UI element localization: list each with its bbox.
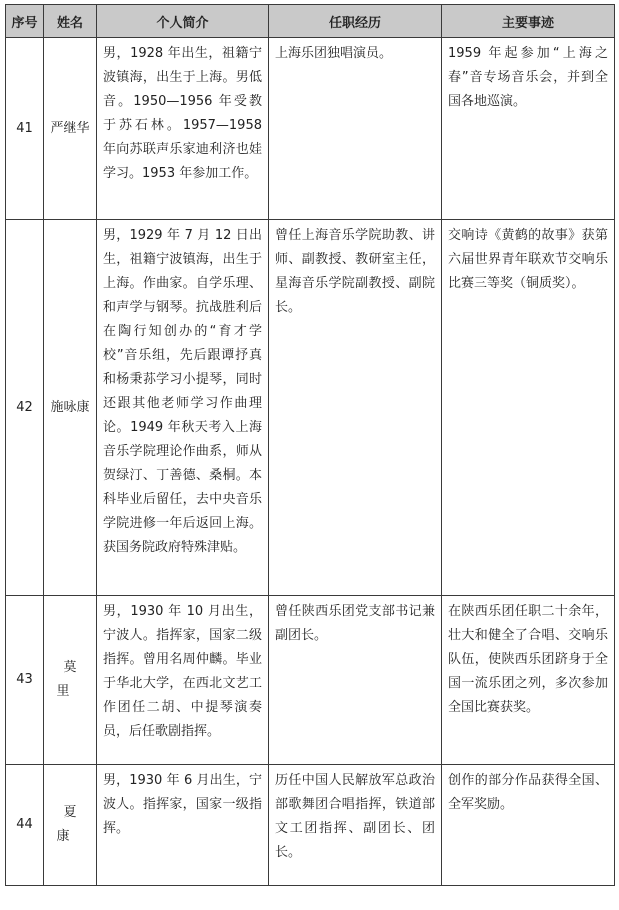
deeds-cell: 在陕西乐团任职二十余年，壮大和健全了合唱、交响乐队伍，使陕西乐团跻身于全国一流乐团之列，多次参加全国比赛获奖。 [442,596,615,765]
row-number: 42 [6,220,44,596]
row-number: 43 [6,596,44,765]
table-row [6,765,615,886]
bio-cell: 男，1930 年 10 月出生，宁波人。指挥家，国家二级指挥。曾用名周仲麟。毕业于华北大学，在西北文艺工作团任二胡、中提琴演奏员，后任歌剧指挥。 [97,596,269,765]
header-num: 序号 [6,5,44,38]
bio-cell: 男，1929 年 7 月 12 日出生，祖籍宁波镇海，出生于上海。作曲家。自学乐理、和声学与钢琴。抗战胜利后在陶行知创办的“育才学校”音乐组，先后跟谭抒真和杨秉荪学习小提琴，同时还跟其他老师学习作曲理论。1949 年秋天考入上海音乐学院理论作曲系，师从贺绿汀、丁善德、桑桐。本科毕业后留任，去中央音乐学院进修一年后返回上海。获国务院政府特殊津贴。 [97,220,269,596]
deeds-cell: 创作的部分作品获得全国、全军奖励。 [442,765,615,886]
person-name: 夏康 [44,765,97,886]
header-bio: 个人简介 [97,5,269,38]
table-row [6,220,615,596]
deeds-cell: 交响诗《黄鹤的故事》获第六届世界青年联欢节交响乐比赛三等奖（铜质奖）。 [442,220,615,596]
career-cell: 曾任陕西乐团党支部书记兼副团长。 [269,596,442,765]
table-header-row [6,5,615,38]
row-number: 44 [6,765,44,886]
biography-table [5,4,615,886]
table-row [6,38,615,220]
header-career: 任职经历 [269,5,442,38]
header-deeds: 主要事迹 [442,5,615,38]
career-cell: 历任中国人民解放军总政治部歌舞团合唱指挥，铁道部文工团指挥、副团长、团长。 [269,765,442,886]
deeds-cell: 1959 年起参加“上海之春”音专场音乐会，并到全国各地巡演。 [442,38,615,220]
person-name: 施咏康 [44,220,97,596]
person-name: 莫里 [44,596,97,765]
person-name: 严继华 [44,38,97,220]
header-name: 姓名 [44,5,97,38]
career-cell: 上海乐团独唱演员。 [269,38,442,220]
bio-cell: 男，1928 年出生，祖籍宁波镇海，出生于上海。男低音。1950—1956 年受教于苏石林。1957—1958 年向苏联声乐家迪利济也娃学习。1953 年参加工作。 [97,38,269,220]
bio-cell: 男，1930 年 6 月出生，宁波人。指挥家，国家一级指挥。 [97,765,269,886]
career-cell: 曾任上海音乐学院助教、讲师、副教授、教研室主任，星海音乐学院副教授、副院长。 [269,220,442,596]
table-row [6,596,615,765]
row-number: 41 [6,38,44,220]
